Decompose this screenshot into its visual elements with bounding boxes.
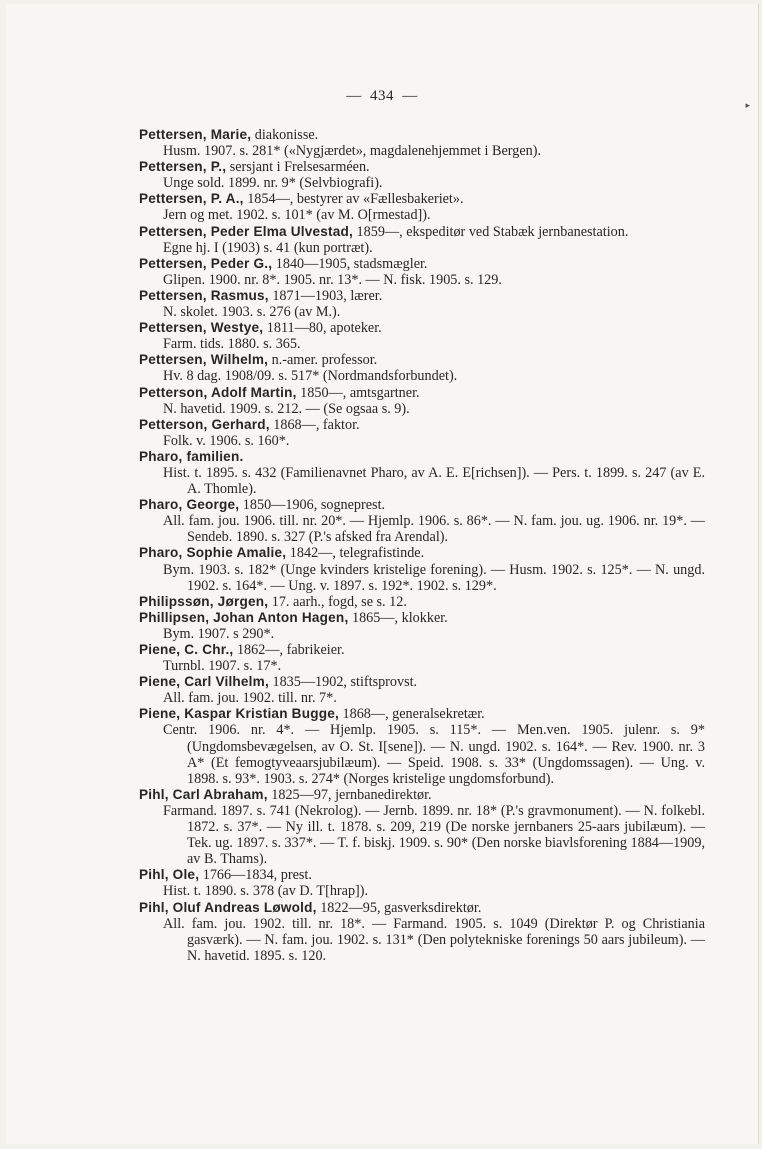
entry-name: Philipssøn, Jørgen, bbox=[139, 593, 269, 609]
entry-reference: Unge sold. 1899. nr. 9* (Selvbiografi). bbox=[163, 175, 383, 192]
index-entry bbox=[139, 610, 705, 642]
index-entry bbox=[139, 449, 705, 497]
entry-name: Piene, C. Chr., bbox=[139, 642, 234, 657]
entry-reference: Hv. 8 dag. 1908/09. s. 517* (Nordmandsforbundet). bbox=[163, 368, 458, 385]
entry-description: 1868—, generalsekretær. bbox=[342, 706, 485, 723]
entry-heading bbox=[139, 352, 705, 368]
entry-name: Petterson, Gerhard, bbox=[139, 416, 270, 432]
entry-reference: Centr. 1906. nr. 4*. — Hjemlp. 1905. s. 115*. — Men.ven. 1905. julenr. s. 9* (Ungdomsbevægelsen, av O. St. I[sene]). — N. ungd. 1902. s. 164*. — Rev. 1900. nr. 3 A* (Et femogtyveaarsjubilæum). — Speid. 1908. s. 33* (Ungdomssagen). — Ung. v. 1898. s. 93*. 1903. s. 274* (Norges kristelige ungdomsforbund). bbox=[163, 722, 705, 787]
index-entry bbox=[139, 706, 705, 786]
entry-reference: Farmand. 1897. s. 741 (Nekrolog). — Jernb. 1899. nr. 18* (P.'s gravmonument). — N. folkebl. 1872. s. 37*. — Ny ill. t. 1878. s. 209, 219 (De norske jernbaners 25-aars jubilæum). — Tek. ug. 1897. s. 337*. — T. f. biskj. 1909. s. 90* (Den norske biavlsforening 1884—1909, av B. Thams). bbox=[163, 802, 705, 868]
page-number bbox=[6, 88, 758, 105]
entry-name: Piene, Carl Vilhelm, bbox=[139, 674, 269, 690]
entry-description: 1822—95, gasverksdirektør. bbox=[320, 899, 482, 916]
entry-heading bbox=[139, 706, 705, 722]
index-entry bbox=[139, 352, 705, 384]
entry-heading bbox=[139, 787, 705, 803]
index-entry bbox=[139, 288, 705, 320]
entry-description: 1871—1903, lærer. bbox=[272, 287, 383, 304]
entry-reference: N. skolet. 1903. s. 276 (av M.). bbox=[163, 304, 341, 321]
entry-name: Pharo, Sophie Amalie, bbox=[139, 545, 287, 561]
entry-description: 1862—, fabrikeier. bbox=[236, 642, 345, 658]
entry-heading bbox=[139, 320, 705, 336]
entry-reference: Folk. v. 1906. s. 160*. bbox=[163, 432, 290, 449]
entry-heading bbox=[139, 497, 705, 513]
entry-reference: N. havetid. 1909. s. 212. — (Se ogsaa s. 9). bbox=[163, 400, 410, 417]
entry-heading bbox=[139, 159, 705, 175]
page-number-dash-left: — bbox=[346, 88, 362, 104]
page-number-value: 434 bbox=[370, 88, 394, 104]
entry-description: 1850—1906, sogneprest. bbox=[242, 497, 386, 514]
book-page bbox=[6, 4, 759, 1144]
entry-name: Pettersen, Peder G., bbox=[139, 255, 273, 271]
entry-description: 1842—, telegrafistinde. bbox=[289, 545, 425, 562]
entry-heading bbox=[139, 191, 705, 207]
entry-heading bbox=[139, 417, 705, 433]
entry-name: Piene, Kaspar Kristian Bugge, bbox=[139, 706, 339, 722]
entry-heading bbox=[139, 594, 705, 610]
entry-reference: Bym. 1907. s 290*. bbox=[163, 625, 275, 642]
entry-name: Pettersen, Westye, bbox=[139, 320, 264, 336]
entry-heading bbox=[139, 674, 705, 690]
index-entry bbox=[139, 787, 705, 867]
entry-description: 1840—1905, stadsmægler. bbox=[275, 255, 428, 272]
entry-name: Petterson, Adolf Martin, bbox=[139, 384, 297, 400]
index-entry bbox=[139, 900, 705, 964]
index-entry bbox=[139, 417, 705, 449]
entry-reference: Turnbl. 1907. s. 17*. bbox=[163, 658, 282, 675]
index-entry bbox=[139, 594, 705, 610]
index-entry bbox=[139, 674, 705, 706]
entry-reference: Glipen. 1900. nr. 8*. 1905. nr. 13*. — N. fisk. 1905. s. 129. bbox=[163, 271, 502, 288]
entry-description: 1766—1834, prest. bbox=[202, 867, 312, 884]
entry-heading bbox=[139, 385, 705, 401]
entry-heading bbox=[139, 256, 705, 272]
entry-reference: All. fam. jou. 1906. till. nr. 20*. — Hjemlp. 1906. s. 86*. — N. fam. jou. ug. 1906. nr. 19*. — Sendeb. 1890. s. 327 (P.'s afsked fra Arendal). bbox=[163, 513, 705, 546]
entry-reference: Hist. t. 1895. s. 432 (Familienavnet Pharo, av A. E. E[richsen]). — Pers. t. 1899. s. 247 (av E. A. Thomle). bbox=[163, 464, 705, 498]
entry-reference: Farm. tids. 1880. s. 365. bbox=[163, 336, 301, 353]
entry-reference: Bym. 1903. s. 182* (Unge kvinders kristelige forening). — Husm. 1902. s. 125*. — N. ungd. 1902. s. 164*. — Ung. v. 1897. s. 192*. 1902. s. 129*. bbox=[163, 561, 705, 594]
entry-name: Phillipsen, Johan Anton Hagen, bbox=[139, 609, 349, 625]
entry-reference: Husm. 1907. s. 281* («Nygjærdet», magdalenehjemmet i Bergen). bbox=[163, 143, 542, 160]
entry-name: Pihl, Oluf Andreas Løwold, bbox=[139, 899, 317, 915]
entry-description: diakonisse. bbox=[254, 127, 319, 143]
entry-reference: Hist. t. 1890. s. 378 (av D. T[hrap]). bbox=[163, 883, 369, 900]
entry-name: Pettersen, Rasmus, bbox=[139, 287, 269, 303]
index-entry bbox=[139, 159, 705, 191]
entry-description: n.-amer. professor. bbox=[271, 352, 378, 369]
edge-mark-icon: ▸ bbox=[745, 100, 750, 110]
entry-description: 1825—97, jernbanedirektør. bbox=[271, 786, 432, 803]
index-entry bbox=[139, 642, 705, 674]
entry-heading bbox=[139, 900, 705, 916]
entry-reference: All. fam. jou. 1902. till. nr. 7*. bbox=[163, 690, 337, 707]
index-entry bbox=[139, 867, 705, 899]
index-entry bbox=[139, 385, 705, 417]
index-entry bbox=[139, 320, 705, 352]
entry-description: 17. aarh., fogd, se s. 12. bbox=[271, 593, 407, 610]
entry-heading bbox=[139, 224, 705, 240]
entry-name: Pharo, familien. bbox=[139, 448, 244, 464]
index-entry bbox=[139, 545, 705, 593]
entry-heading bbox=[139, 610, 705, 626]
entry-heading bbox=[139, 127, 705, 143]
entry-name: Pettersen, Peder Elma Ulvestad, bbox=[139, 223, 353, 239]
entry-heading bbox=[139, 449, 705, 465]
entry-name: Pettersen, P. A., bbox=[139, 191, 244, 207]
entry-description: 1859—, ekspeditør ved Stabæk jernbanestation. bbox=[356, 223, 629, 240]
entry-name: Pettersen, P., bbox=[139, 159, 227, 175]
entry-name: Pihl, Ole, bbox=[139, 867, 200, 883]
page-number-dash-right: — bbox=[402, 88, 418, 104]
entry-name: Pettersen, Marie, bbox=[139, 127, 252, 142]
entry-description: 1854—, bestyrer av «Fællesbakeriet». bbox=[247, 191, 464, 208]
entry-heading bbox=[139, 867, 705, 883]
entry-description: 1850—, amtsgartner. bbox=[300, 384, 420, 401]
entry-name: Pettersen, Wilhelm, bbox=[139, 352, 269, 368]
entry-list bbox=[139, 127, 705, 964]
entry-heading bbox=[139, 545, 705, 561]
index-entry bbox=[139, 127, 705, 159]
entry-description: 1868—, faktor. bbox=[273, 416, 360, 433]
entry-heading bbox=[139, 288, 705, 304]
entry-reference: Egne hj. I (1903) s. 41 (kun portræt). bbox=[163, 239, 373, 256]
entry-name: Pihl, Carl Abraham, bbox=[139, 786, 268, 802]
index-entry bbox=[139, 497, 705, 545]
index-entry bbox=[139, 256, 705, 288]
entry-description: 1835—1902, stiftsprovst. bbox=[272, 674, 418, 691]
index-entry bbox=[139, 224, 705, 256]
entry-reference: All. fam. jou. 1902. till. nr. 18*. — Farmand. 1905. s. 1049 (Direktør P. og Christiania gasværk). — N. fam. jou. 1902. s. 131* (Den polytekniske forenings 50 aars jubileum). — N. havetid. 1895. s. 120. bbox=[163, 915, 705, 964]
entry-description: sersjant i Frelsesarméen. bbox=[229, 159, 370, 176]
entry-reference: Jern og met. 1902. s. 101* (av M. O[rmestad]). bbox=[163, 207, 431, 224]
index-entry bbox=[139, 191, 705, 223]
entry-description: 1865—, klokker. bbox=[351, 609, 448, 626]
entry-name: Pharo, George, bbox=[139, 497, 240, 513]
entry-heading bbox=[139, 642, 705, 658]
entry-description: 1811—80, apoteker. bbox=[266, 320, 382, 337]
